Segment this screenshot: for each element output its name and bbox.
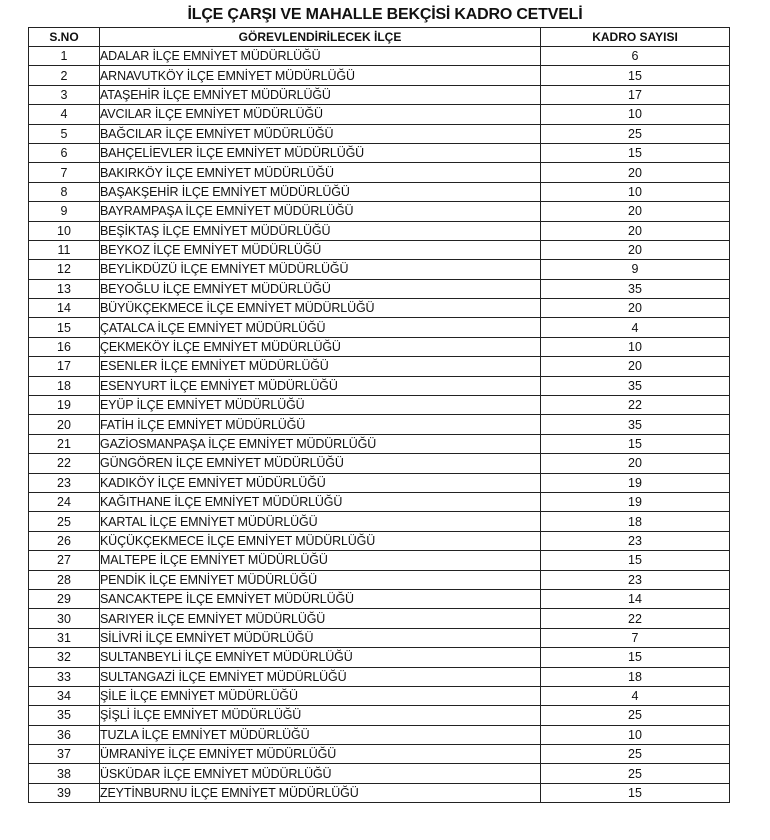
cell-kadro: 19 (541, 492, 730, 511)
cell-ilce: PENDİK İLÇE EMNİYET MÜDÜRLÜĞÜ (100, 570, 541, 589)
cell-ilce: SANCAKTEPE İLÇE EMNİYET MÜDÜRLÜĞÜ (100, 589, 541, 608)
cell-sno: 1 (29, 47, 100, 66)
table-row (29, 105, 730, 124)
cell-kadro: 10 (541, 725, 730, 744)
cell-ilce: BEŞİKTAŞ İLÇE EMNİYET MÜDÜRLÜĞÜ (100, 221, 541, 240)
table-row (29, 764, 730, 783)
cell-sno: 10 (29, 221, 100, 240)
cell-ilce: FATİH İLÇE EMNİYET MÜDÜRLÜĞÜ (100, 415, 541, 434)
table-row (29, 415, 730, 434)
cell-sno: 5 (29, 124, 100, 143)
cell-kadro: 10 (541, 182, 730, 201)
document-title: İLÇE ÇARŞI VE MAHALLE BEKÇİSİ KADRO CETVELİ (187, 6, 583, 23)
cell-sno: 38 (29, 764, 100, 783)
table-row (29, 85, 730, 104)
cell-kadro: 20 (541, 357, 730, 376)
cell-sno: 35 (29, 706, 100, 725)
cell-sno: 34 (29, 686, 100, 705)
cell-ilce: ÇEKMEKÖY İLÇE EMNİYET MÜDÜRLÜĞÜ (100, 337, 541, 356)
cell-kadro: 25 (541, 745, 730, 764)
cell-sno: 24 (29, 492, 100, 511)
cell-sno: 39 (29, 783, 100, 802)
cell-kadro: 4 (541, 318, 730, 337)
table-row (29, 706, 730, 725)
cell-ilce: GÜNGÖREN İLÇE EMNİYET MÜDÜRLÜĞÜ (100, 454, 541, 473)
cell-sno: 20 (29, 415, 100, 434)
cell-ilce: BEYOĞLU İLÇE EMNİYET MÜDÜRLÜĞÜ (100, 279, 541, 298)
cell-ilce: KARTAL İLÇE EMNİYET MÜDÜRLÜĞÜ (100, 512, 541, 531)
cell-kadro: 15 (541, 551, 730, 570)
table-row (29, 783, 730, 802)
cell-ilce: BÜYÜKÇEKMECE İLÇE EMNİYET MÜDÜRLÜĞÜ (100, 299, 541, 318)
cell-sno: 12 (29, 260, 100, 279)
cell-kadro: 22 (541, 396, 730, 415)
table-row (29, 396, 730, 415)
cell-kadro: 18 (541, 512, 730, 531)
cell-sno: 8 (29, 182, 100, 201)
cell-sno: 30 (29, 609, 100, 628)
cell-kadro: 23 (541, 570, 730, 589)
cell-kadro: 35 (541, 376, 730, 395)
cell-sno: 6 (29, 143, 100, 162)
cell-kadro: 20 (541, 202, 730, 221)
table-row (29, 434, 730, 453)
table-row (29, 221, 730, 240)
table-row (29, 279, 730, 298)
table-row (29, 182, 730, 201)
cell-sno: 23 (29, 473, 100, 492)
cell-sno: 11 (29, 240, 100, 259)
cell-kadro: 25 (541, 764, 730, 783)
header-ilce: GÖREVLENDİRİLECEK İLÇE (100, 28, 541, 47)
cell-ilce: BAYRAMPAŞA İLÇE EMNİYET MÜDÜRLÜĞÜ (100, 202, 541, 221)
cell-sno: 16 (29, 337, 100, 356)
cell-sno: 14 (29, 299, 100, 318)
cell-ilce: AVCILAR İLÇE EMNİYET MÜDÜRLÜĞÜ (100, 105, 541, 124)
table-row (29, 163, 730, 182)
cell-kadro: 9 (541, 260, 730, 279)
cell-kadro: 4 (541, 686, 730, 705)
cell-kadro: 15 (541, 143, 730, 162)
cell-ilce: ZEYTİNBURNU İLÇE EMNİYET MÜDÜRLÜĞÜ (100, 783, 541, 802)
table-row (29, 570, 730, 589)
cell-ilce: SİLİVRİ İLÇE EMNİYET MÜDÜRLÜĞÜ (100, 628, 541, 647)
cell-ilce: KADIKÖY İLÇE EMNİYET MÜDÜRLÜĞÜ (100, 473, 541, 492)
cell-sno: 28 (29, 570, 100, 589)
table-row (29, 609, 730, 628)
table-row (29, 318, 730, 337)
cell-kadro: 15 (541, 434, 730, 453)
cell-kadro: 25 (541, 706, 730, 725)
cell-ilce: BAŞAKŞEHİR İLÇE EMNİYET MÜDÜRLÜĞÜ (100, 182, 541, 201)
cell-sno: 31 (29, 628, 100, 647)
cell-kadro: 15 (541, 66, 730, 85)
table-body (29, 47, 730, 803)
cell-sno: 29 (29, 589, 100, 608)
header-kadro: KADRO SAYISI (541, 28, 730, 47)
table-row (29, 531, 730, 550)
cell-ilce: BAKIRKÖY İLÇE EMNİYET MÜDÜRLÜĞÜ (100, 163, 541, 182)
table-row (29, 66, 730, 85)
cell-kadro: 35 (541, 415, 730, 434)
cell-ilce: SARIYER İLÇE EMNİYET MÜDÜRLÜĞÜ (100, 609, 541, 628)
cell-sno: 22 (29, 454, 100, 473)
cell-sno: 17 (29, 357, 100, 376)
table-row (29, 454, 730, 473)
cell-ilce: BAHÇELİEVLER İLÇE EMNİYET MÜDÜRLÜĞÜ (100, 143, 541, 162)
cell-kadro: 20 (541, 221, 730, 240)
table-row (29, 376, 730, 395)
cell-ilce: ŞİLE İLÇE EMNİYET MÜDÜRLÜĞÜ (100, 686, 541, 705)
table-row (29, 240, 730, 259)
cell-ilce: ESENLER İLÇE EMNİYET MÜDÜRLÜĞÜ (100, 357, 541, 376)
cell-sno: 3 (29, 85, 100, 104)
cell-sno: 9 (29, 202, 100, 221)
cell-sno: 25 (29, 512, 100, 531)
table-row (29, 686, 730, 705)
cell-ilce: EYÜP İLÇE EMNİYET MÜDÜRLÜĞÜ (100, 396, 541, 415)
table-row (29, 337, 730, 356)
cell-ilce: BEYKOZ İLÇE EMNİYET MÜDÜRLÜĞÜ (100, 240, 541, 259)
cell-kadro: 22 (541, 609, 730, 628)
table-row (29, 512, 730, 531)
cell-sno: 33 (29, 667, 100, 686)
cell-sno: 27 (29, 551, 100, 570)
table-row (29, 667, 730, 686)
cell-kadro: 23 (541, 531, 730, 550)
cell-kadro: 35 (541, 279, 730, 298)
cell-ilce: BAĞCILAR İLÇE EMNİYET MÜDÜRLÜĞÜ (100, 124, 541, 143)
cell-ilce: ÇATALCA İLÇE EMNİYET MÜDÜRLÜĞÜ (100, 318, 541, 337)
table-row (29, 202, 730, 221)
cell-kadro: 6 (541, 47, 730, 66)
cell-sno: 13 (29, 279, 100, 298)
cell-kadro: 14 (541, 589, 730, 608)
cell-sno: 4 (29, 105, 100, 124)
table-row (29, 492, 730, 511)
table-row (29, 473, 730, 492)
cell-sno: 18 (29, 376, 100, 395)
cell-sno: 21 (29, 434, 100, 453)
table-row (29, 357, 730, 376)
table-row (29, 745, 730, 764)
cell-kadro: 17 (541, 85, 730, 104)
cell-ilce: MALTEPE İLÇE EMNİYET MÜDÜRLÜĞÜ (100, 551, 541, 570)
kadro-table (28, 27, 730, 803)
cell-kadro: 15 (541, 648, 730, 667)
cell-ilce: ÜMRANİYE İLÇE EMNİYET MÜDÜRLÜĞÜ (100, 745, 541, 764)
table-row (29, 628, 730, 647)
cell-sno: 36 (29, 725, 100, 744)
cell-ilce: GAZİOSMANPAŞA İLÇE EMNİYET MÜDÜRLÜĞÜ (100, 434, 541, 453)
table-row (29, 143, 730, 162)
cell-kadro: 19 (541, 473, 730, 492)
cell-ilce: KAĞITHANE İLÇE EMNİYET MÜDÜRLÜĞÜ (100, 492, 541, 511)
cell-ilce: KÜÇÜKÇEKMECE İLÇE EMNİYET MÜDÜRLÜĞÜ (100, 531, 541, 550)
table-row (29, 124, 730, 143)
cell-ilce: SULTANBEYLİ İLÇE EMNİYET MÜDÜRLÜĞÜ (100, 648, 541, 667)
table-header-row (29, 28, 730, 47)
cell-kadro: 18 (541, 667, 730, 686)
cell-ilce: ADALAR İLÇE EMNİYET MÜDÜRLÜĞÜ (100, 47, 541, 66)
cell-ilce: ARNAVUTKÖY İLÇE EMNİYET MÜDÜRLÜĞÜ (100, 66, 541, 85)
table-row (29, 648, 730, 667)
table-row (29, 260, 730, 279)
cell-ilce: ESENYURT İLÇE EMNİYET MÜDÜRLÜĞÜ (100, 376, 541, 395)
cell-kadro: 20 (541, 163, 730, 182)
cell-kadro: 7 (541, 628, 730, 647)
cell-kadro: 25 (541, 124, 730, 143)
cell-ilce: ATAŞEHİR İLÇE EMNİYET MÜDÜRLÜĞÜ (100, 85, 541, 104)
cell-sno: 32 (29, 648, 100, 667)
cell-ilce: TUZLA İLÇE EMNİYET MÜDÜRLÜĞÜ (100, 725, 541, 744)
cell-kadro: 20 (541, 240, 730, 259)
table-row (29, 725, 730, 744)
cell-sno: 19 (29, 396, 100, 415)
cell-sno: 15 (29, 318, 100, 337)
cell-kadro: 20 (541, 454, 730, 473)
table-row (29, 589, 730, 608)
header-sno: S.NO (29, 28, 100, 47)
cell-ilce: BEYLİKDÜZÜ İLÇE EMNİYET MÜDÜRLÜĞÜ (100, 260, 541, 279)
cell-ilce: ŞİŞLİ İLÇE EMNİYET MÜDÜRLÜĞÜ (100, 706, 541, 725)
cell-ilce: SULTANGAZİ İLÇE EMNİYET MÜDÜRLÜĞÜ (100, 667, 541, 686)
table-row (29, 551, 730, 570)
cell-sno: 26 (29, 531, 100, 550)
cell-kadro: 10 (541, 337, 730, 356)
table-row (29, 299, 730, 318)
cell-kadro: 20 (541, 299, 730, 318)
cell-sno: 37 (29, 745, 100, 764)
cell-kadro: 15 (541, 783, 730, 802)
cell-sno: 7 (29, 163, 100, 182)
cell-kadro: 10 (541, 105, 730, 124)
table-row (29, 47, 730, 66)
cell-sno: 2 (29, 66, 100, 85)
cell-ilce: ÜSKÜDAR İLÇE EMNİYET MÜDÜRLÜĞÜ (100, 764, 541, 783)
